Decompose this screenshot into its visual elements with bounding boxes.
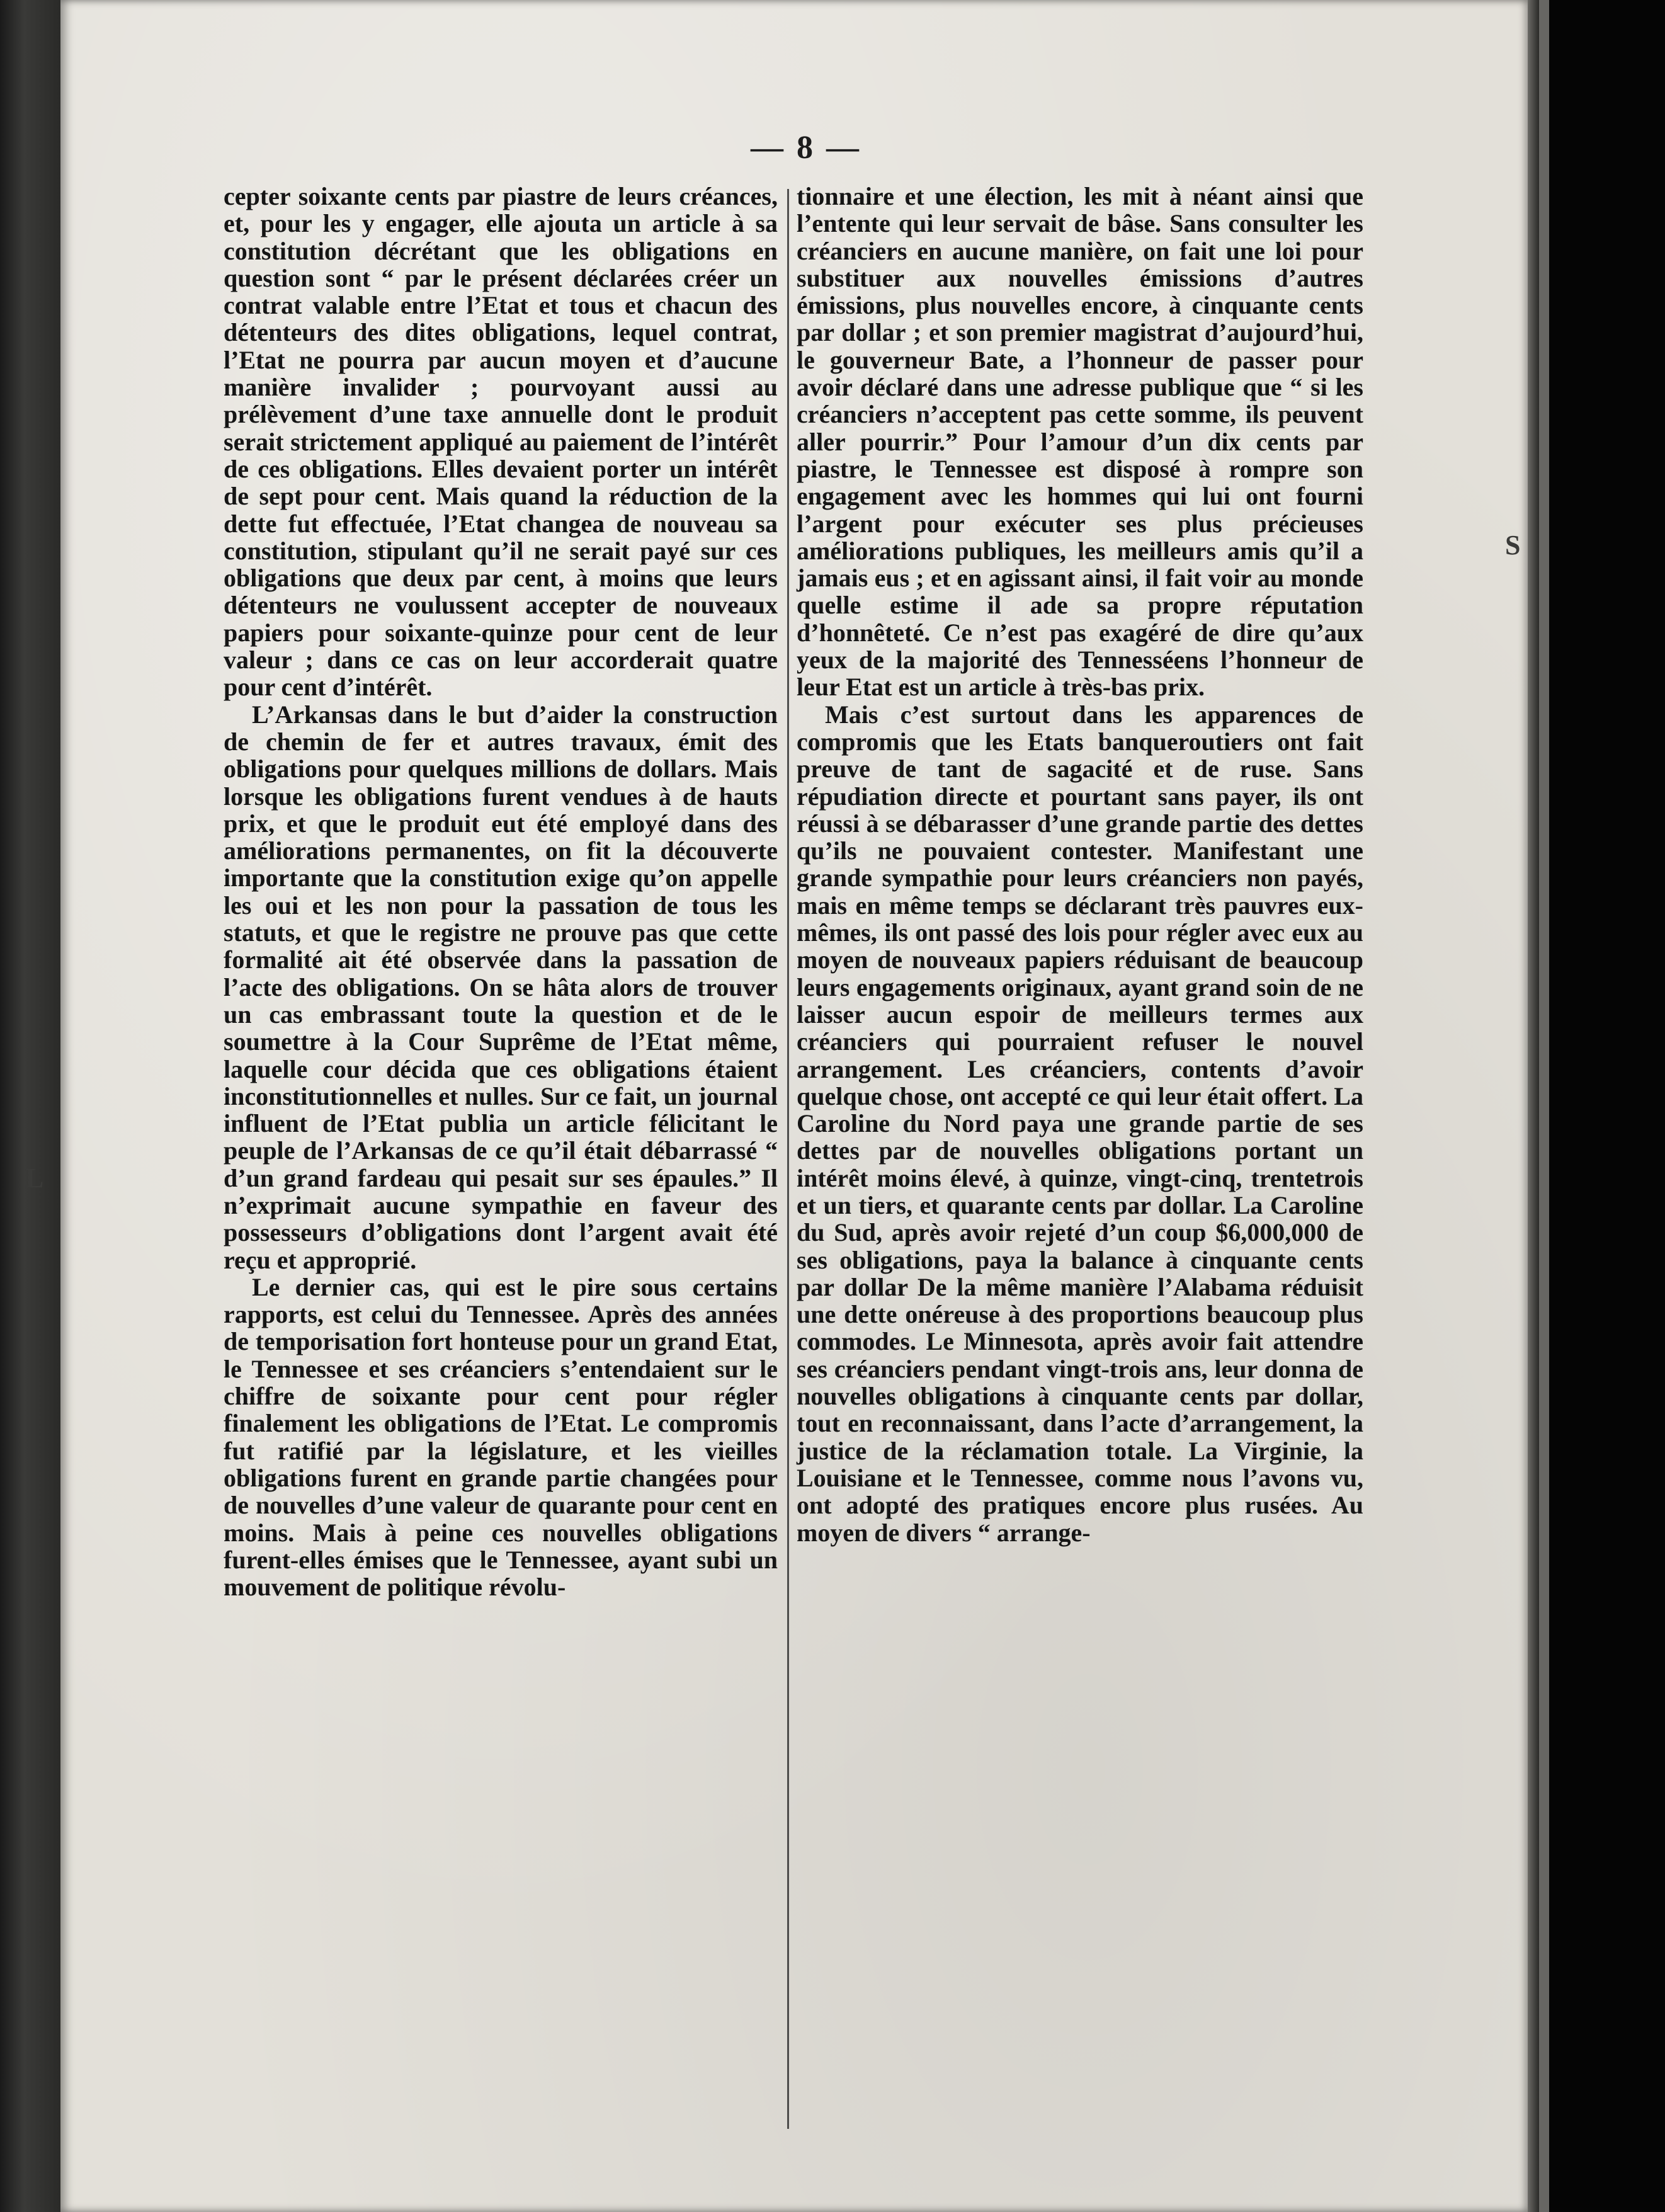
next-page-edge <box>1528 0 1539 2212</box>
left-margin-mark: L <box>25 1163 44 1194</box>
right-paragraph-2: Mais c’est surtout dans les apparences de compromis que les Etats banqueroutiers ont fait preuve de tant de sagacité et de ruse. Sans répudiation directe et pourtant sans payer, ils ont réussi à se débarasser d’une grande partie des dettes qu’ils ne pouvaient contester. Manifestant une grande sympathie pour leurs créanciers non payés, mais en même temps se déclarant très pauvres eux-mêmes, ils ont passé des lois pour régler avec eux au moyen de nouveaux papiers réduisant de beaucoup leurs engagements originaux, ayant grand soin de ne laisser aucun espoir de meilleurs termes aux créanciers qui pourraient refuser le nouvel arrangement. Les créanciers, contents d’avoir quelque chose, ont accepté ce qui leur était offert. La Caroline du Nord paya une grande partie de ses dettes par de nouvelles obligations portant un intérêt moins élevé, à quinze, vingt-cinq, trentetrois et un tiers, et quarante cents par dollar. La Caroline du Sud, après avoir rejeté d’un coup $6,000,000 de ses obligations, paya la balance à cinquante cents par dollar De la même manière l’Alabama réduisit une dette onéreuse à des proportions beaucoup plus commodes. Le Minnesota, après avoir fait attendre ses créanciers pendant vingt-trois ans, leur donna de nouvelles obligations à cinquante cents par dollar, tout en reconnaissant, dans l’acte d’arrangement, la justice de la réclamation totale. La Virginie, la Louisiane et le Tennessee, comme nous l’avons vu, ont adopté des pratiques encore plus rusées. Au moyen de divers “ arrange- <box>797 700 1363 1547</box>
scan-left-edge <box>0 0 60 2212</box>
page-fold <box>1539 0 1549 2212</box>
right-column <box>797 183 1363 1546</box>
left-paragraph-3: Le dernier cas, qui est le pire sous certains rapports, est celui du Tennessee. Après des années de temporisation fort honteuse pour un grand Etat, le Tennessee et ses créanciers s’entendaient sur le chiffre de soixante pour cent pour régler finalement les obligations de l’Etat. Le compromis fut ratifié par la législature, et les vieilles obligations furent en grande partie changées pour de nouvelles d’une valeur de quarante pour cent en moins. Mais à peine ces nouvelles obligations furent-elles émises que le Tennessee, ayant subi un mouvement de politique révolu- <box>224 1272 778 1602</box>
left-paragraph-1: cepter soixante cents par piastre de leurs créances, et, pour les y engager, elle ajouta un article à sa constitution décrétant que les obligations en question sont “ par le présent déclarées créer un contrat valable entre l’Etat et tous et chacun des détenteurs des dites obligations, lequel contrat, l’Etat ne pourra par aucun moyen et d’aucune manière invalider ; pourvoyant aussi au prélèvement d’une taxe annuelle dont le produit serait strictement appliqué au paiement de l’intérêt de ces obligations. Elles devaient porter un intérêt de sept pour cent. Mais quand la réduction de la dette fut effectuée, l’Etat changea de nouveau sa constitution, stipulant qu’il ne serait payé sur ces obligations que deux par cent, à moins que leurs détenteurs ne voulussent accepter de nouveaux papiers pour soixante-quinze pour cent de leur valeur ; dans ce cas on leur accorderait quatre pour cent d’intérêt. <box>224 182 778 702</box>
left-paragraph-2: L’Arkansas dans le but d’aider la construction de chemin de fer et autres travaux, émit des obligations pour quelques millions de dollars. Mais lorsque les obligations furent vendues à de hauts prix, et que le produit eut été employé dans des améliorations permanentes, on fit la découverte importante que la constitution exige qu’on appelle les oui et les non pour la passation de tous les statuts, et que le registre ne prouve pas que cette formalité ait été observée dans la passation de l’acte des obligations. On se hâta alors de trouver un cas embrassant toute la question et de le soumettre à la Cour Suprême de l’Etat même, laquelle cour décida que ces obligations étaient inconstitutionnelles et nulles. Sur ce fait, un journal influent de l’Etat publia un article félicitant le peuple de l’Arkansas de ce qu’il était débarrassé “ d’un grand fardeau qui pesait sur ses épaules.” Il n’exprimait aucune sympathie en faveur des possesseurs d’obligations dont l’argent avait été reçu et approprié. <box>224 700 778 1274</box>
right-paragraph-1: tionnaire et une élection, les mit à néant ainsi que l’entente qui leur servait de bâse. Sans consulter les créanciers en aucune manière, on fait une loi pour substituer aux nouvelles émissions d’autres émissions, plus nouvelles encore, à cinquante cents par dollar ; et son premier magistrat d’aujourd’hui, le gouverneur Bate, a l’honneur de passer pour avoir déclaré dans une adresse publique que “ si les créanciers n’acceptent pas cette somme, ils peuvent aller pourrir.” Pour l’amour d’un dix cents par piastre, le Tennessee est disposé à rompre son engagement avec les hommes qui lui ont fourni l’argent pour exécuter ses plus précieuses améliorations publiques, les meilleurs amis qu’il a jamais eus ; et en agissant ainsi, il fait voir au monde quelle estime il ade sa propre réputation d’honnêteté. Ce n’est pas exagéré de dire qu’aux yeux de la majorité des Tennesséens l’honneur de leur Etat est un article à très-bas prix. <box>797 182 1363 702</box>
scan-right-strip <box>1528 0 1665 2212</box>
right-margin-mark: S <box>1505 530 1521 561</box>
left-column <box>224 183 778 1600</box>
column-divider <box>787 189 789 2129</box>
page-number: — 8 — <box>751 130 861 166</box>
